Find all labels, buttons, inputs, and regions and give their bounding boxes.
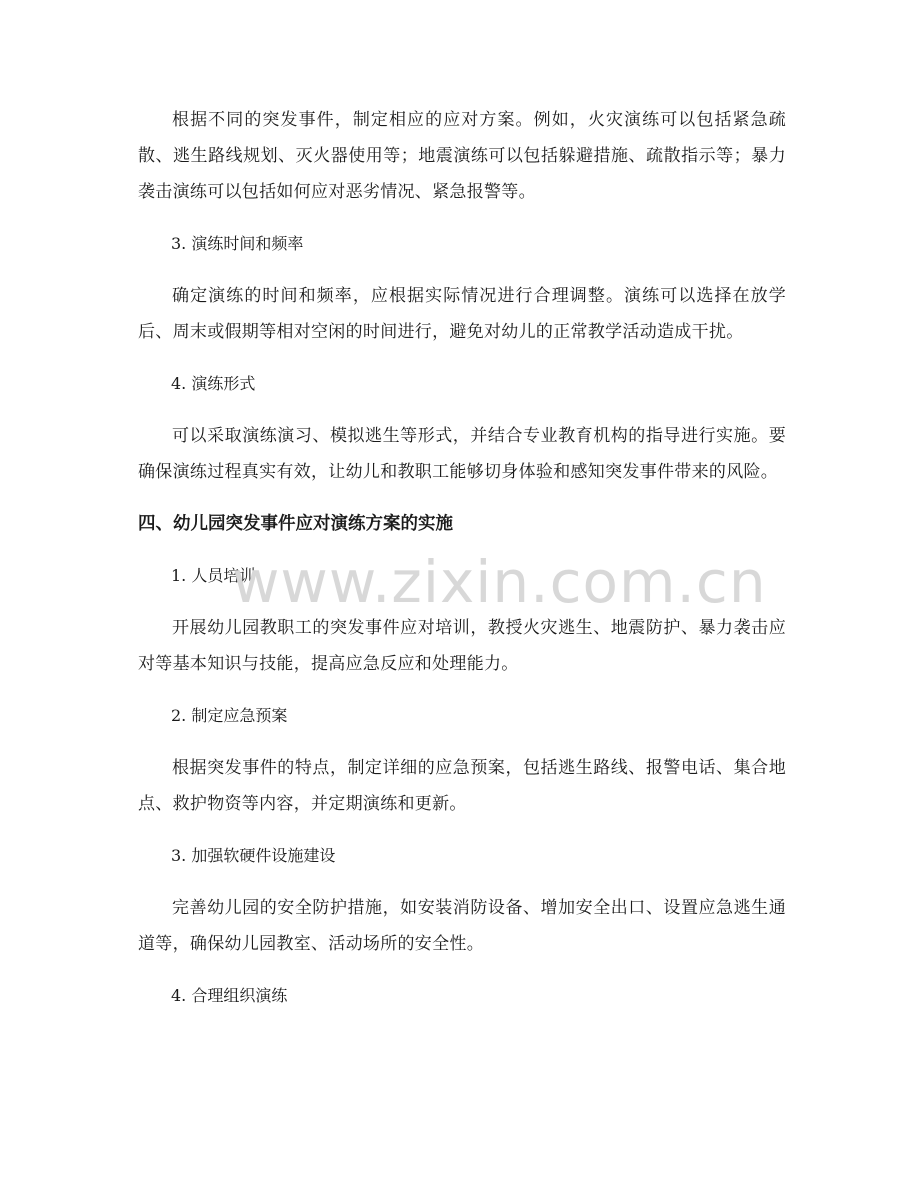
document-page bbox=[138, 102, 786, 1014]
paragraph-drill-form: 可以采取演练演习、模拟逃生等形式，并结合专业教育机构的指导进行实施。要确保演练过程真实有效，让幼儿和教职工能够切身体验和感知突发事件带来的风险。 bbox=[138, 426, 786, 482]
paragraph-emergency-plan: 根据突发事件的特点，制定详细的应急预案，包括逃生路线、报警电话、集合地点、救护物资等内容，并定期演练和更新。 bbox=[138, 758, 786, 814]
item-facility-construction: 3. 加强软硬件设施建设 bbox=[171, 846, 336, 865]
watermark-text: www.zixin.com.cn bbox=[232, 548, 767, 616]
item-staff-training: 1. 人员培训 bbox=[171, 566, 256, 585]
item-drill-time-frequency: 3. 演练时间和频率 bbox=[171, 234, 304, 253]
paragraph-drill-time: 确定演练的时间和频率，应根据实际情况进行合理调整。演练可以选择在放学后、周末或假期等相对空闲的时间进行，避免对幼儿的正常教学活动造成干扰。 bbox=[138, 286, 786, 342]
paragraph-drill-plans: 根据不同的突发事件，制定相应的应对方案。例如，火灾演练可以包括紧急疏散、逃生路线规划、灭火器使用等；地震演练可以包括躲避措施、疏散指示等；暴力袭击演练可以包括如何应对恶劣情况、紧急报警等。 bbox=[138, 110, 786, 202]
item-drill-form: 4. 演练形式 bbox=[171, 374, 256, 393]
section-heading-implementation: 四、幼儿园突发事件应对演练方案的实施 bbox=[138, 514, 453, 534]
paragraph-staff-training: 开展幼儿园教职工的突发事件应对培训，教授火灾逃生、地震防护、暴力袭击应对等基本知识与技能，提高应急反应和处理能力。 bbox=[138, 618, 786, 674]
item-emergency-plan: 2. 制定应急预案 bbox=[171, 706, 288, 725]
paragraph-facility-construction: 完善幼儿园的安全防护措施，如安装消防设备、增加安全出口、设置应急逃生通道等，确保幼儿园教室、活动场所的安全性。 bbox=[138, 898, 786, 954]
item-organize-drills: 4. 合理组织演练 bbox=[171, 986, 288, 1005]
